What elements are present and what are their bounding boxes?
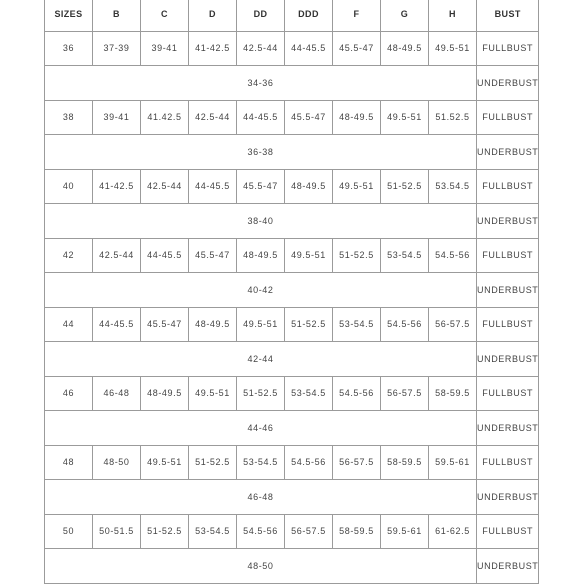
cup-range-cell: 49.5-51 [189,376,237,411]
size-cell: 46 [45,376,93,411]
fullbust-label: FULLBUST [477,100,539,135]
header-cell: H [429,0,477,31]
cup-range-cell: 58-59.5 [429,376,477,411]
underbust-range-cell: 42-44 [45,342,477,377]
size-cell: 50 [45,514,93,549]
cup-range-cell: 51-52.5 [333,238,381,273]
fullbust-label: FULLBUST [477,307,539,342]
size-cell: 44 [45,307,93,342]
header-cell: G [381,0,429,31]
underbust-row [45,273,539,308]
cup-range-cell: 53.54.5 [429,169,477,204]
cup-range-cell: 53-54.5 [237,445,285,480]
header-cell: DD [237,0,285,31]
cup-range-cell: 48-49.5 [285,169,333,204]
size-cell: 36 [45,31,93,66]
cup-range-cell: 53-54.5 [285,376,333,411]
underbust-range-cell: 40-42 [45,273,477,308]
cup-range-cell: 61-62.5 [429,514,477,549]
cup-range-cell: 39-41 [93,100,141,135]
cup-range-cell: 41-42.5 [189,31,237,66]
cup-range-cell: 59.5-61 [429,445,477,480]
cup-range-cell: 45.5-47 [333,31,381,66]
size-chart-body [45,31,539,583]
header-row [45,0,539,31]
cup-range-cell: 48-49.5 [381,31,429,66]
cup-range-cell: 54.5-56 [237,514,285,549]
size-row [45,31,539,66]
size-cell: 42 [45,238,93,273]
cup-range-cell: 45.5-47 [285,100,333,135]
underbust-label: UNDERBUST [477,549,539,584]
cup-range-cell: 45.5-47 [189,238,237,273]
cup-range-cell: 44-45.5 [189,169,237,204]
cup-range-cell: 44-45.5 [285,31,333,66]
cup-range-cell: 46-48 [93,376,141,411]
cup-range-cell: 51-52.5 [381,169,429,204]
cup-range-cell: 51-52.5 [141,514,189,549]
underbust-label: UNDERBUST [477,342,539,377]
cup-range-cell: 54.5-56 [333,376,381,411]
size-row [45,445,539,480]
cup-range-cell: 42.5-44 [237,31,285,66]
underbust-range-cell: 46-48 [45,480,477,515]
cup-range-cell: 42.5-44 [141,169,189,204]
underbust-label: UNDERBUST [477,66,539,101]
cup-range-cell: 48-49.5 [189,307,237,342]
cup-range-cell: 56-57.5 [429,307,477,342]
size-chart-table [44,0,539,584]
cup-range-cell: 53-54.5 [189,514,237,549]
cup-range-cell: 49.5-51 [333,169,381,204]
cup-range-cell: 42.5-44 [189,100,237,135]
header-cell: SIZES [45,0,93,31]
cup-range-cell: 51-52.5 [285,307,333,342]
fullbust-label: FULLBUST [477,376,539,411]
size-cell: 40 [45,169,93,204]
underbust-row [45,411,539,446]
cup-range-cell: 58-59.5 [333,514,381,549]
cup-range-cell: 45.5-47 [141,307,189,342]
header-cell: BUST [477,0,539,31]
cup-range-cell: 49.5-51 [381,100,429,135]
underbust-label: UNDERBUST [477,204,539,239]
underbust-row [45,66,539,101]
cup-range-cell: 37-39 [93,31,141,66]
underbust-row [45,204,539,239]
size-cell: 38 [45,100,93,135]
cup-range-cell: 44-45.5 [93,307,141,342]
header-cell: D [189,0,237,31]
underbust-label: UNDERBUST [477,480,539,515]
cup-range-cell: 42.5-44 [93,238,141,273]
cup-range-cell: 49.5-51 [429,31,477,66]
size-row [45,514,539,549]
underbust-row [45,480,539,515]
cup-range-cell: 54.5-56 [285,445,333,480]
underbust-label: UNDERBUST [477,411,539,446]
size-row [45,100,539,135]
cup-range-cell: 51.52.5 [429,100,477,135]
fullbust-label: FULLBUST [477,169,539,204]
underbust-row [45,342,539,377]
fullbust-label: FULLBUST [477,445,539,480]
underbust-range-cell: 48-50 [45,549,477,584]
header-cell: B [93,0,141,31]
cup-range-cell: 51-52.5 [237,376,285,411]
cup-range-cell: 45.5-47 [237,169,285,204]
cup-range-cell: 49.5-51 [141,445,189,480]
underbust-row [45,549,539,584]
cup-range-cell: 56-57.5 [285,514,333,549]
cup-range-cell: 51-52.5 [189,445,237,480]
size-row [45,376,539,411]
cup-range-cell: 56-57.5 [381,376,429,411]
cup-range-cell: 41-42.5 [93,169,141,204]
cup-range-cell: 49.5-51 [285,238,333,273]
cup-range-cell: 53-54.5 [333,307,381,342]
underbust-row [45,135,539,170]
cup-range-cell: 48-49.5 [141,376,189,411]
cup-range-cell: 48-49.5 [237,238,285,273]
cup-range-cell: 50-51.5 [93,514,141,549]
fullbust-label: FULLBUST [477,31,539,66]
size-row [45,238,539,273]
cup-range-cell: 53-54.5 [381,238,429,273]
underbust-label: UNDERBUST [477,273,539,308]
header-cell: DDD [285,0,333,31]
cup-range-cell: 44-45.5 [141,238,189,273]
cup-range-cell: 48-49.5 [333,100,381,135]
cup-range-cell: 58-59.5 [381,445,429,480]
header-cell: C [141,0,189,31]
size-row [45,169,539,204]
underbust-range-cell: 44-46 [45,411,477,446]
size-row [45,307,539,342]
cup-range-cell: 54.5-56 [381,307,429,342]
cup-range-cell: 44-45.5 [237,100,285,135]
cup-range-cell: 41.42.5 [141,100,189,135]
cup-range-cell: 56-57.5 [333,445,381,480]
header-cell: F [333,0,381,31]
cup-range-cell: 54.5-56 [429,238,477,273]
size-cell: 48 [45,445,93,480]
cup-range-cell: 39-41 [141,31,189,66]
underbust-range-cell: 34-36 [45,66,477,101]
underbust-range-cell: 38-40 [45,204,477,239]
cup-range-cell: 48-50 [93,445,141,480]
underbust-range-cell: 36-38 [45,135,477,170]
underbust-label: UNDERBUST [477,135,539,170]
cup-range-cell: 49.5-51 [237,307,285,342]
fullbust-label: FULLBUST [477,238,539,273]
fullbust-label: FULLBUST [477,514,539,549]
cup-range-cell: 59.5-61 [381,514,429,549]
